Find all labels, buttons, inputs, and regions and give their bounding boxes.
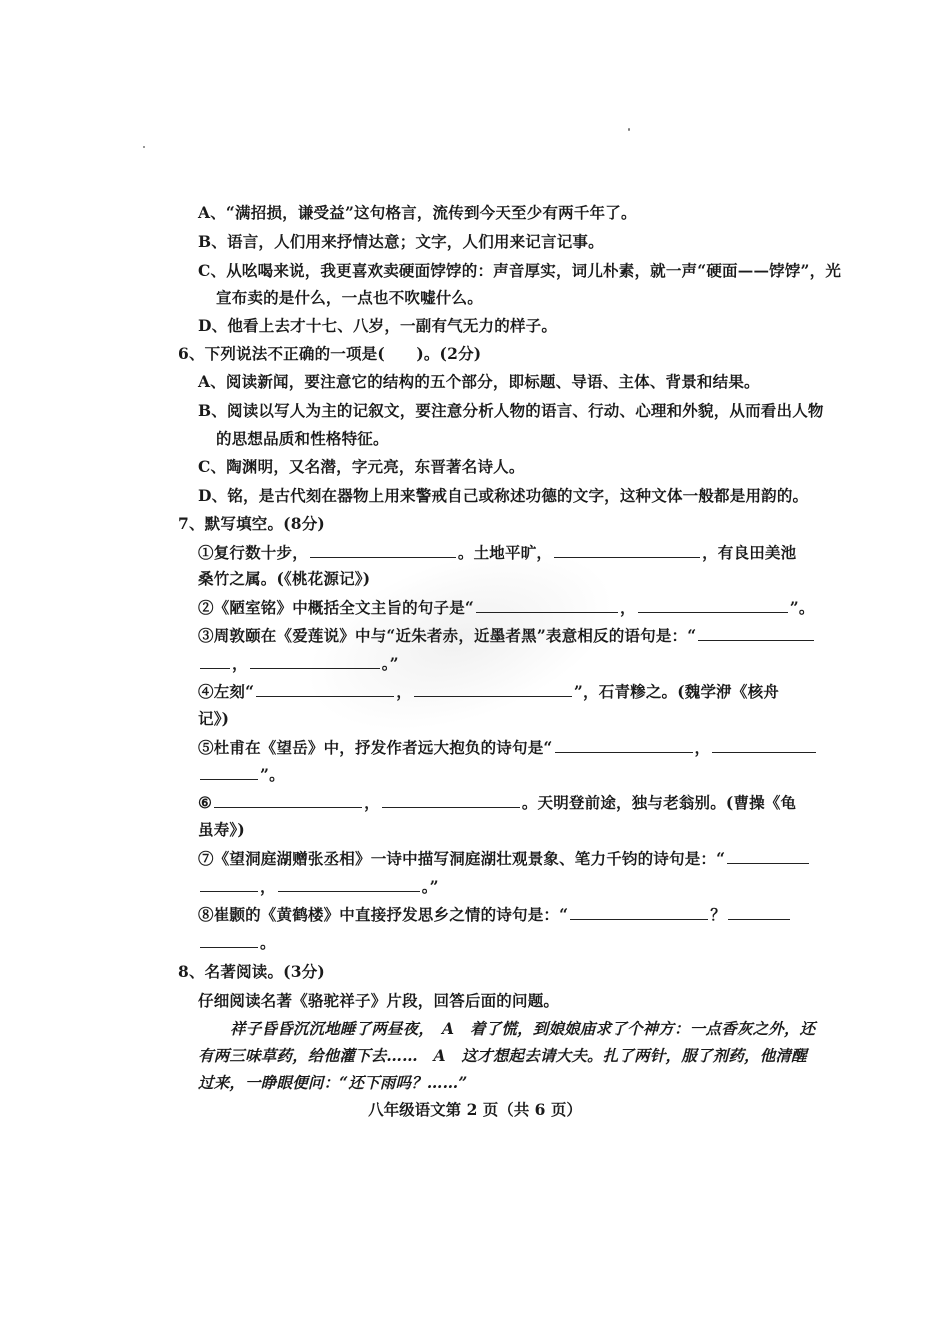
- q7-item8-cont: [198, 932, 276, 953]
- fill-blank[interactable]: [476, 597, 618, 613]
- q7-item1-text: ①复行数十步，: [198, 543, 308, 562]
- q7-item6-text: ⑥: [198, 793, 213, 812]
- q7-item8-text: 。: [260, 933, 276, 952]
- fill-blank[interactable]: [278, 876, 420, 892]
- fill-blank[interactable]: [200, 653, 230, 669]
- q7-item5-cont: [198, 764, 285, 785]
- q7-item3-text: ③周敦颐在《爱莲说》中与“近朱者赤，近墨者黑”表意相反的语句是：“: [198, 626, 697, 645]
- fill-blank[interactable]: [727, 848, 809, 864]
- page-footer: 八年级语文第 2 页（共 6 页）: [368, 1100, 582, 1119]
- fill-blank[interactable]: [256, 681, 394, 697]
- fill-blank[interactable]: [414, 681, 572, 697]
- q7-item7-text: 。”: [421, 877, 439, 896]
- fill-blank[interactable]: [728, 904, 790, 920]
- fill-blank[interactable]: [638, 597, 788, 613]
- q7-item7-text: ⑦《望洞庭湖赠张丞相》一诗中描写洞庭湖壮观景象、笔力千钧的诗句是：“: [198, 849, 726, 868]
- q8-instruction: 仔细阅读名著《骆驼祥子》片段，回答后面的问题。: [198, 991, 560, 1010]
- q6-option-b-line1: B、阅读以写人为主的记叙文，要注意分析人物的语言、行动、心理和外貌，从而看出人物: [198, 401, 824, 420]
- q7-item3-cont: [198, 653, 399, 674]
- q7-item2: [198, 597, 815, 618]
- q7-item6-source: 虽寿》): [198, 820, 245, 839]
- q7-item7: [198, 848, 811, 869]
- fill-blank[interactable]: [382, 792, 520, 808]
- fill-blank[interactable]: [200, 932, 258, 948]
- q7-item8-text: ？: [710, 905, 726, 924]
- q7-item2-text: ②《陋室铭》中概括全文主旨的句子是“: [198, 598, 475, 617]
- q7-item5: [198, 737, 818, 758]
- q7-item4-source: 记》): [198, 709, 230, 728]
- q5-option-a: A、“满招损，谦受益”这句格言，流传到今天至少有两千年了。: [198, 203, 637, 222]
- fill-blank[interactable]: [712, 737, 816, 753]
- fill-blank[interactable]: [200, 876, 258, 892]
- q7-item1: [198, 542, 796, 563]
- q8-passage-line1: 祥子昏昏沉沉地睡了两昼夜， A 着了慌，到娘娘庙求了个神方：一点香灰之外，还: [230, 1019, 816, 1038]
- q8-passage-line2: 有两三味草药，给他灌下去…… A 这才想起去请大夫。扎了两针，服了剂药，他清醒: [198, 1046, 807, 1065]
- fill-blank[interactable]: [214, 792, 362, 808]
- q7-item7-cont: [198, 876, 439, 897]
- fill-blank[interactable]: [200, 764, 258, 780]
- q7-item1-text: ，有良田美池: [702, 543, 797, 562]
- q7-item4: [198, 681, 779, 702]
- q7-item6-text: 。天明登前途，独与老翁别。(曹操《龟: [521, 793, 797, 812]
- q6-option-b-line2: 的思想品质和性格特征。: [216, 429, 389, 448]
- q6-option-a: A、阅读新闻，要注意它的结构的五个部分，即标题、导语、主体、背景和结果。: [198, 372, 760, 391]
- q7-item2-text: ”。: [789, 598, 815, 617]
- q8-stem: 8、名著阅读。(3分): [178, 962, 325, 981]
- q7-item4-text: ”，石青糁之。(魏学洢《核舟: [573, 682, 779, 701]
- fill-blank[interactable]: [698, 625, 814, 641]
- q7-item1-text: 。土地平旷，: [457, 543, 553, 562]
- q6-option-c: C、陶渊明，又名潜，字元亮，东晋著名诗人。: [198, 457, 525, 476]
- q7-item5-text: ⑤杜甫在《望岳》中，抒发作者远大抱负的诗句是“: [198, 738, 553, 757]
- scan-speck: [143, 146, 145, 148]
- q7-item8-text: ⑧崔颢的《黄鹤楼》中直接抒发思乡之情的诗句是：“: [198, 905, 569, 924]
- fill-blank[interactable]: [554, 542, 700, 558]
- q7-item6: [198, 792, 796, 813]
- q7-item3-text: ，: [232, 654, 248, 673]
- q7-item5-text: ，: [694, 738, 711, 757]
- q7-item2-text: ，: [620, 598, 636, 617]
- q5-option-b: B、语言，人们用来抒情达意；文字，人们用来记言记事。: [198, 232, 604, 251]
- q7-item3-text: 。”: [381, 654, 399, 673]
- q8-passage-line3: 过来，一睁眼便问：“还下雨吗？……”: [198, 1073, 468, 1092]
- fill-blank[interactable]: [555, 737, 693, 753]
- q7-item5-text: ”。: [260, 765, 285, 784]
- scan-speck: [628, 128, 630, 131]
- q7-item7-text: ，: [260, 877, 276, 896]
- q5-option-d: D、他看上去才十七、八岁，一副有气无力的样子。: [198, 316, 558, 335]
- q7-item6-text: ，: [364, 793, 380, 812]
- q7-item4-text: ④左刻“: [198, 682, 255, 701]
- q6-option-d: D、铭，是古代刻在器物上用来警戒自己或称述功德的文字，这种文体一般都是用韵的。: [198, 486, 809, 505]
- fill-blank[interactable]: [250, 653, 380, 669]
- q7-item1-source: 桑竹之属。(《桃花源记》): [198, 569, 371, 588]
- fill-blank[interactable]: [570, 904, 708, 920]
- q6-stem: 6、下列说法不正确的一项是( )。(2分): [178, 344, 482, 363]
- q7-item3: [198, 625, 816, 646]
- q7-item4-text: ，: [396, 682, 412, 701]
- fill-blank[interactable]: [310, 542, 456, 558]
- q5-option-c-line2: 宣布卖的是什么，一点也不吹嘘什么。: [216, 288, 483, 307]
- q7-stem: 7、默写填空。(8分): [178, 514, 325, 533]
- q5-option-c-line1: C、从吆喝来说，我更喜欢卖硬面饽饽的：声音厚实，词儿朴素，就一声“硬面——饽饽”，光: [198, 261, 842, 280]
- q7-item8: [198, 904, 792, 925]
